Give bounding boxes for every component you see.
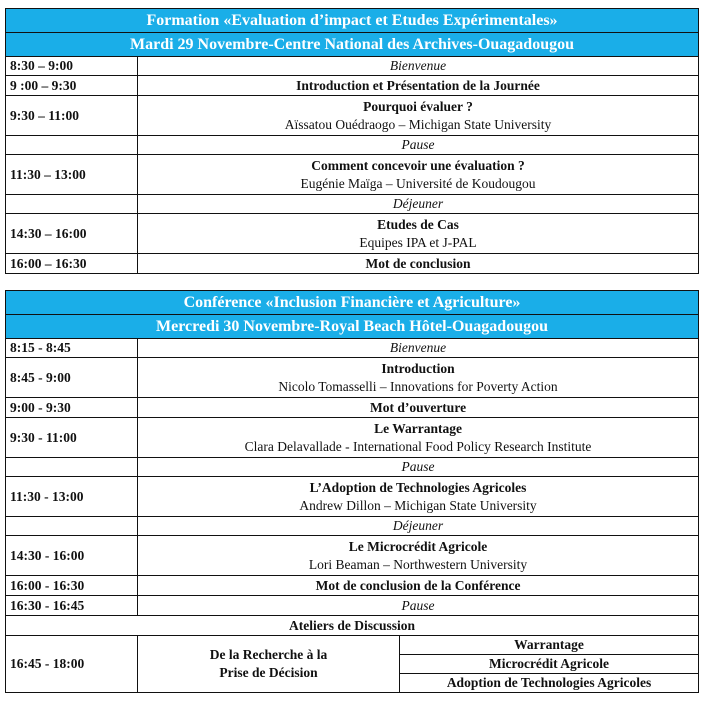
day2-schedule-table	[5, 290, 699, 693]
table-row	[6, 398, 699, 418]
session-cell	[138, 155, 699, 195]
session-title: Comment concevoir une évaluation ?	[311, 157, 525, 173]
ateliers-theme-line2: Prise de Décision	[219, 665, 318, 680]
ateliers-theme	[138, 636, 400, 693]
session-cell	[138, 214, 699, 254]
table-row	[6, 96, 699, 136]
session-speaker: Equipes IPA et J-PAL	[359, 234, 477, 250]
time-cell: 9:30 – 11:00	[6, 96, 138, 136]
session-cell	[138, 96, 699, 136]
day1-subtitle: Mardi 29 Novembre-Centre National des Archives-Ouagadougou	[6, 33, 699, 57]
session-title: L’Adoption de Technologies Agricoles	[309, 479, 527, 495]
table-row	[6, 458, 699, 477]
session-speaker: Clara Delavallade - International Food Policy Research Institute	[244, 438, 592, 454]
session-title: Mot d’ouverture	[138, 398, 699, 418]
session-cell	[138, 358, 699, 398]
session-title: Le Microcrédit Agricole	[348, 538, 488, 554]
atelier-session: Microcrédit Agricole	[400, 655, 699, 674]
table-row	[6, 339, 699, 358]
session-title: Mot de conclusion	[138, 254, 699, 274]
session-title: Etudes de Cas	[377, 216, 459, 232]
time-cell: 14:30 – 16:00	[6, 214, 138, 254]
ateliers-title: Ateliers de Discussion	[6, 616, 699, 636]
session-title: Mot de conclusion de la Conférence	[138, 576, 699, 596]
time-cell: 9:30 - 11:00	[6, 418, 138, 458]
table-row	[6, 536, 699, 576]
time-cell: 8:30 – 9:00	[6, 57, 138, 76]
session-speaker: Nicolo Tomasselli – Innovations for Poverty Action	[278, 378, 558, 394]
ateliers-theme-line1: De la Recherche à la	[209, 647, 328, 662]
table-row	[6, 576, 699, 596]
day1-title: Formation «Evaluation d’impact et Etudes Expérimentales»	[6, 9, 699, 33]
time-cell: 16:00 - 16:30	[6, 576, 138, 596]
time-cell: 11:30 - 13:00	[6, 477, 138, 517]
session-title: Introduction	[381, 360, 455, 376]
session-cell	[138, 477, 699, 517]
table-row	[6, 596, 699, 616]
session-title: Le Warrantage	[374, 420, 462, 436]
table-row	[6, 358, 699, 398]
day1-schedule-table	[5, 8, 699, 274]
table-row	[6, 418, 699, 458]
session-cell	[138, 536, 699, 576]
time-cell: 16:45 - 18:00	[6, 636, 138, 693]
table-row	[6, 155, 699, 195]
session-label: Déjeuner	[138, 195, 699, 214]
table-row	[6, 136, 699, 155]
table-row	[6, 517, 699, 536]
session-speaker: Lori Beaman – Northwestern University	[308, 556, 528, 572]
time-cell: 16:30 - 16:45	[6, 596, 138, 616]
time-cell: 11:30 – 13:00	[6, 155, 138, 195]
time-cell: 9:00 - 9:30	[6, 398, 138, 418]
table-row	[6, 76, 699, 96]
time-cell: 16:00 – 16:30	[6, 254, 138, 274]
time-cell: 8:45 - 9:00	[6, 358, 138, 398]
time-cell: 14:30 - 16:00	[6, 536, 138, 576]
day2-title: Conférence «Inclusion Financière et Agriculture»	[6, 291, 699, 315]
time-cell	[6, 517, 138, 536]
table-row	[6, 477, 699, 517]
session-title: Introduction et Présentation de la Journée	[138, 76, 699, 96]
time-cell	[6, 136, 138, 155]
table-row	[6, 636, 699, 655]
session-label: Pause	[138, 458, 699, 477]
session-label: Bienvenue	[138, 339, 699, 358]
session-label: Pause	[138, 596, 699, 616]
time-cell	[6, 195, 138, 214]
table-row	[6, 254, 699, 274]
session-speaker: Andrew Dillon – Michigan State University	[299, 497, 537, 513]
session-speaker: Aïssatou Ouédraogo – Michigan State University	[284, 116, 552, 132]
time-cell	[6, 458, 138, 477]
atelier-session: Warrantage	[400, 636, 699, 655]
time-cell: 8:15 - 8:45	[6, 339, 138, 358]
session-label: Pause	[138, 136, 699, 155]
session-speaker: Eugénie Maïga – Université de Koudougou	[300, 175, 536, 191]
day2-subtitle: Mercredi 30 Novembre-Royal Beach Hôtel-Ouagadougou	[6, 315, 699, 339]
table-row	[6, 195, 699, 214]
table-row	[6, 616, 699, 636]
table-row	[6, 57, 699, 76]
session-title: Pourquoi évaluer ?	[363, 98, 473, 114]
session-label: Déjeuner	[138, 517, 699, 536]
session-cell	[138, 418, 699, 458]
time-cell: 9 :00 – 9:30	[6, 76, 138, 96]
atelier-session: Adoption de Technologies Agricoles	[400, 674, 699, 693]
session-label: Bienvenue	[138, 57, 699, 76]
table-row	[6, 214, 699, 254]
